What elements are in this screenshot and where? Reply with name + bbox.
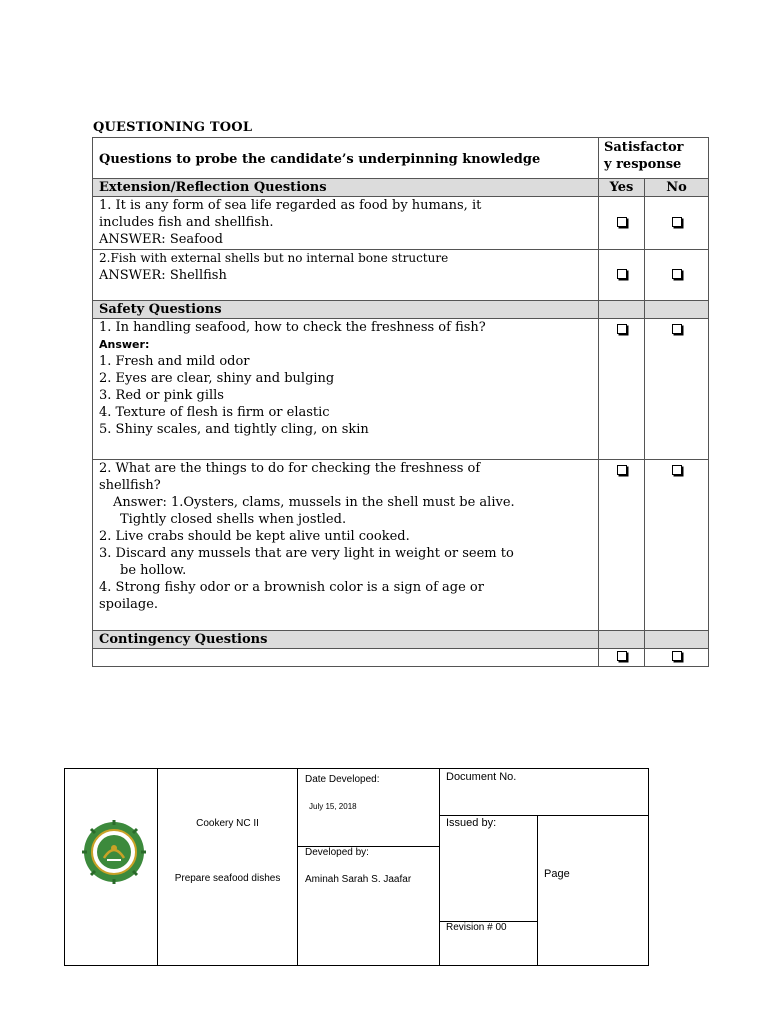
column-yes-label: Yes (599, 179, 645, 197)
question-1-line2: includes fish and shellfish. (99, 215, 274, 230)
question-4-line3: Answer: 1.Oysters, clams, mussels in the shell must be alive. (113, 495, 515, 510)
question-3-cell (93, 319, 599, 460)
question-4-line2: shellfish? (99, 478, 161, 493)
question-2-cell (93, 250, 599, 301)
header-response-line1: Satisfactor (604, 140, 684, 155)
q3-item-2: 2. Eyes are clear, shiny and bulging (99, 371, 335, 386)
contingency-yes-checkbox[interactable] (617, 651, 627, 661)
q2-yes-checkbox[interactable] (617, 269, 627, 279)
question-1-answer: ANSWER: Seafood (99, 232, 223, 247)
q3-item-3: 3. Red or pink gills (99, 388, 224, 403)
q4-no-checkbox[interactable] (672, 465, 682, 475)
question-4-line5: 2. Live crabs should be kept alive until cooked. (99, 529, 410, 544)
question-1-cell (93, 197, 599, 250)
header-response-cell (599, 138, 709, 179)
q3-item-4: 4. Texture of flesh is firm or elastic (99, 405, 330, 420)
question-4-line6: 3. Discard any mussels that are very light in weight or seem to (99, 546, 514, 561)
header-question-cell (93, 138, 599, 179)
question-4-line9: spoilage. (99, 597, 159, 612)
q4-yes-checkbox[interactable] (617, 465, 627, 475)
q3-item-5: 5. Shiny scales, and tightly cling, on skin (99, 422, 369, 437)
footer-developed-label: Developed by: (305, 847, 369, 858)
q3-item-1: 1. Fresh and mild odor (99, 354, 250, 369)
question-3-text: 1. In handling seafood, how to check the freshness of fish? (99, 320, 486, 335)
footer-revision-label: Revision # 00 (446, 922, 507, 933)
document-footer-table (64, 768, 649, 966)
question-3-answer-label: Answer: (99, 338, 150, 351)
footer-task: Prepare seafood dishes (174, 873, 281, 884)
question-4-line4: Tightly closed shells when jostled. (120, 512, 347, 527)
header-question-text: Questions to probe the candidate’s underpinning knowledge (99, 151, 541, 167)
section-extension-title: Extension/Reflection Questions (93, 179, 599, 197)
q3-yes-checkbox[interactable] (617, 324, 627, 334)
q1-no-checkbox[interactable] (672, 217, 682, 227)
question-4-line7: be hollow. (120, 563, 187, 578)
header-response-line2: y response (604, 157, 682, 172)
q3-no-checkbox[interactable] (672, 324, 682, 334)
institution-logo-seal (82, 820, 146, 884)
section-safety-title: Safety Questions (93, 301, 599, 319)
contingency-empty-cell (93, 649, 599, 667)
column-no-label: No (645, 179, 709, 197)
footer-page-label: Page (544, 868, 570, 880)
contingency-no-checkbox[interactable] (672, 651, 682, 661)
footer-course: Cookery NC II (196, 818, 259, 829)
q1-yes-checkbox[interactable] (617, 217, 627, 227)
q2-no-checkbox[interactable] (672, 269, 682, 279)
footer-developer-name: Aminah Sarah S. Jaafar (305, 874, 412, 885)
footer-date-value: July 15, 2018 (309, 802, 357, 811)
document-title: QUESTIONING TOOL (93, 120, 253, 135)
footer-issued-by-label: Issued by: (446, 817, 497, 829)
question-1-line1: 1. It is any form of sea life regarded as food by humans, it (99, 198, 482, 213)
question-2-answer: ANSWER: Shellfish (99, 268, 227, 283)
section-contingency-title: Contingency Questions (93, 631, 599, 649)
footer-document-no-label: Document No. (446, 771, 517, 783)
question-4-line8: 4. Strong fishy odor or a brownish color is a sign of age or (99, 580, 484, 595)
question-4-line1: 2. What are the things to do for checking the freshness of (99, 461, 481, 476)
footer-date-label: Date Developed: (305, 774, 380, 785)
question-4-cell (93, 460, 599, 631)
question-2-line1: 2.Fish with external shells but no internal bone structure (99, 251, 449, 265)
questioning-table (92, 137, 709, 667)
